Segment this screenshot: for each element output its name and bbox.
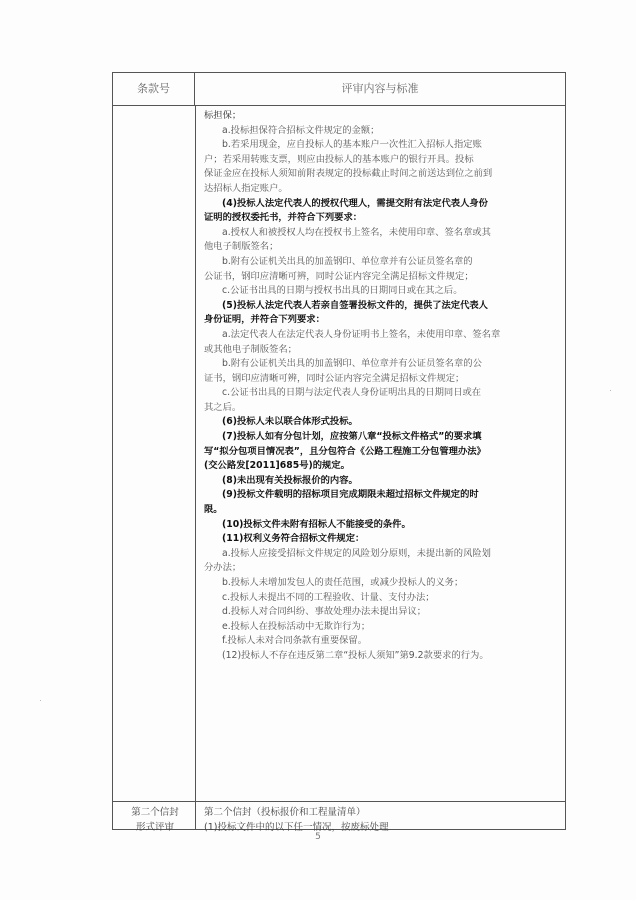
content-line: (6)投标人未以联合体形式投标。 [222,416,358,428]
content-line: 分办法； [204,562,242,574]
content-line: (10)投标文件未附有招标人不能接受的条件。 [222,518,411,530]
content-line: 证明的授权委托书，并符合下列要求： [204,212,363,224]
column-divider [195,105,196,829]
content-line: 保证金应在投标人须知前附表规定的投标截止时间之前送达到位之前到 [204,168,493,180]
content-line: (4)投标人法定代表人的授权代理人，需提交附有法定代表人身份 [222,197,488,209]
second-envelope-item-1: (1)投标文件中的以下任一情况，按废标处理 [204,822,389,833]
scan-speck [610,390,611,391]
content-line: (11)权利义务符合招标文件规定： [222,533,365,545]
content-line: 标担保； [204,110,242,121]
content-line: 或其他电子制版签名； [204,343,297,355]
content-line: (7)投标人如有分包计划，应按第八章“投标文件格式”的要求填 [222,431,482,443]
content-line: a.法定代表人在法定代表人身份证明书上签名，未使用印章、签名章 [222,328,501,340]
content-line: (12)投标人不存在违反第二章“投标人须知”第9.2款要求的行为。 [222,649,489,661]
content-line: 写“拟分包项目情况表”，且分包符合《公路工程施工分包管理办法》 [204,445,486,457]
content-line: 他电子制版签名； [204,241,279,253]
content-line: (5)投标人法定代表人若亲自签署投标文件的，提供了法定代表人 [222,299,488,311]
content-line: b.投标人未增加发包人的责任范围，或减少投标人的义务； [222,577,464,588]
content-line: 限。 [204,504,223,516]
review-content-text [204,109,556,664]
content-line: c.投标人未提出不同的工程验收、计量、支付办法； [222,591,435,603]
content-line: a.投标人应接受招标文件规定的风险划分原则，未提出新的风险划 [222,547,491,559]
content-line: f.投标人未对合同条款有重要保留。 [222,635,368,647]
content-line: b.若采用现金，应自投标人的基本账户一次性汇入招标人指定账 [222,139,482,151]
content-line: b.附有公证机关出具的加盖钢印、单位章并有公证员签名章的 [222,255,473,267]
second-envelope-label-line2: 形式评审 [135,822,174,833]
second-envelope-title: 第二个信封（投标报价和工程量清单） [204,807,366,818]
evaluation-table [112,72,566,833]
content-line: b.附有公证机关出具的加盖钢印、单位章并有公证员签名章的公 [222,358,482,370]
content-line: (8)未出现有关投标报价的内容。 [222,474,358,486]
content-line: 证书，钢印应清晰可辨，同时公证内容完全满足招标文件规定； [204,372,465,384]
content-line: (交公路发[2011]685号)的规定。 [204,460,350,472]
content-line: c.公证书出具的日期与授权书出具的日期同日或在其之后。 [222,285,463,297]
second-envelope-label [119,805,191,835]
content-line: 身份证明，并符合下列要求： [204,314,325,326]
table-header [113,73,565,106]
content-line: c.公证书出具的日期与法定代表人身份证明出具的日期同日或在 [222,387,482,399]
content-line: (9)投标文件载明的招标项目完成期限未超过招标文件规定的时 [222,489,479,501]
header-review-content: 评审内容与标准 [341,82,419,95]
content-line: 公证书，钢印应清晰可辨，同时公证内容完全满足招标文件规定； [204,270,474,282]
content-line: 其之后。 [204,401,242,413]
content-line: e.投标人在投标活动中无欺诈行为； [222,620,371,632]
second-envelope-content [204,805,556,835]
content-line: a.投标担保符合招标文件规定的金额； [222,124,380,136]
row-divider [113,801,565,802]
content-line: a.授权人和被授权人均在授权书上签名，未使用印章、签名章或其 [222,226,491,238]
second-envelope-label-line1: 第二个信封 [131,807,179,818]
header-clause-number: 条款号 [113,73,195,105]
content-line: 达招标人指定账户。 [204,182,288,194]
scan-speck [40,700,41,701]
content-line: 户；若采用转账支票，则应由投标人的基本账户的银行开具。投标 [204,153,474,165]
content-line: d.投标人对合同纠纷、事故处理办法未提出异议； [222,606,427,618]
page-number: 5 [315,832,321,842]
